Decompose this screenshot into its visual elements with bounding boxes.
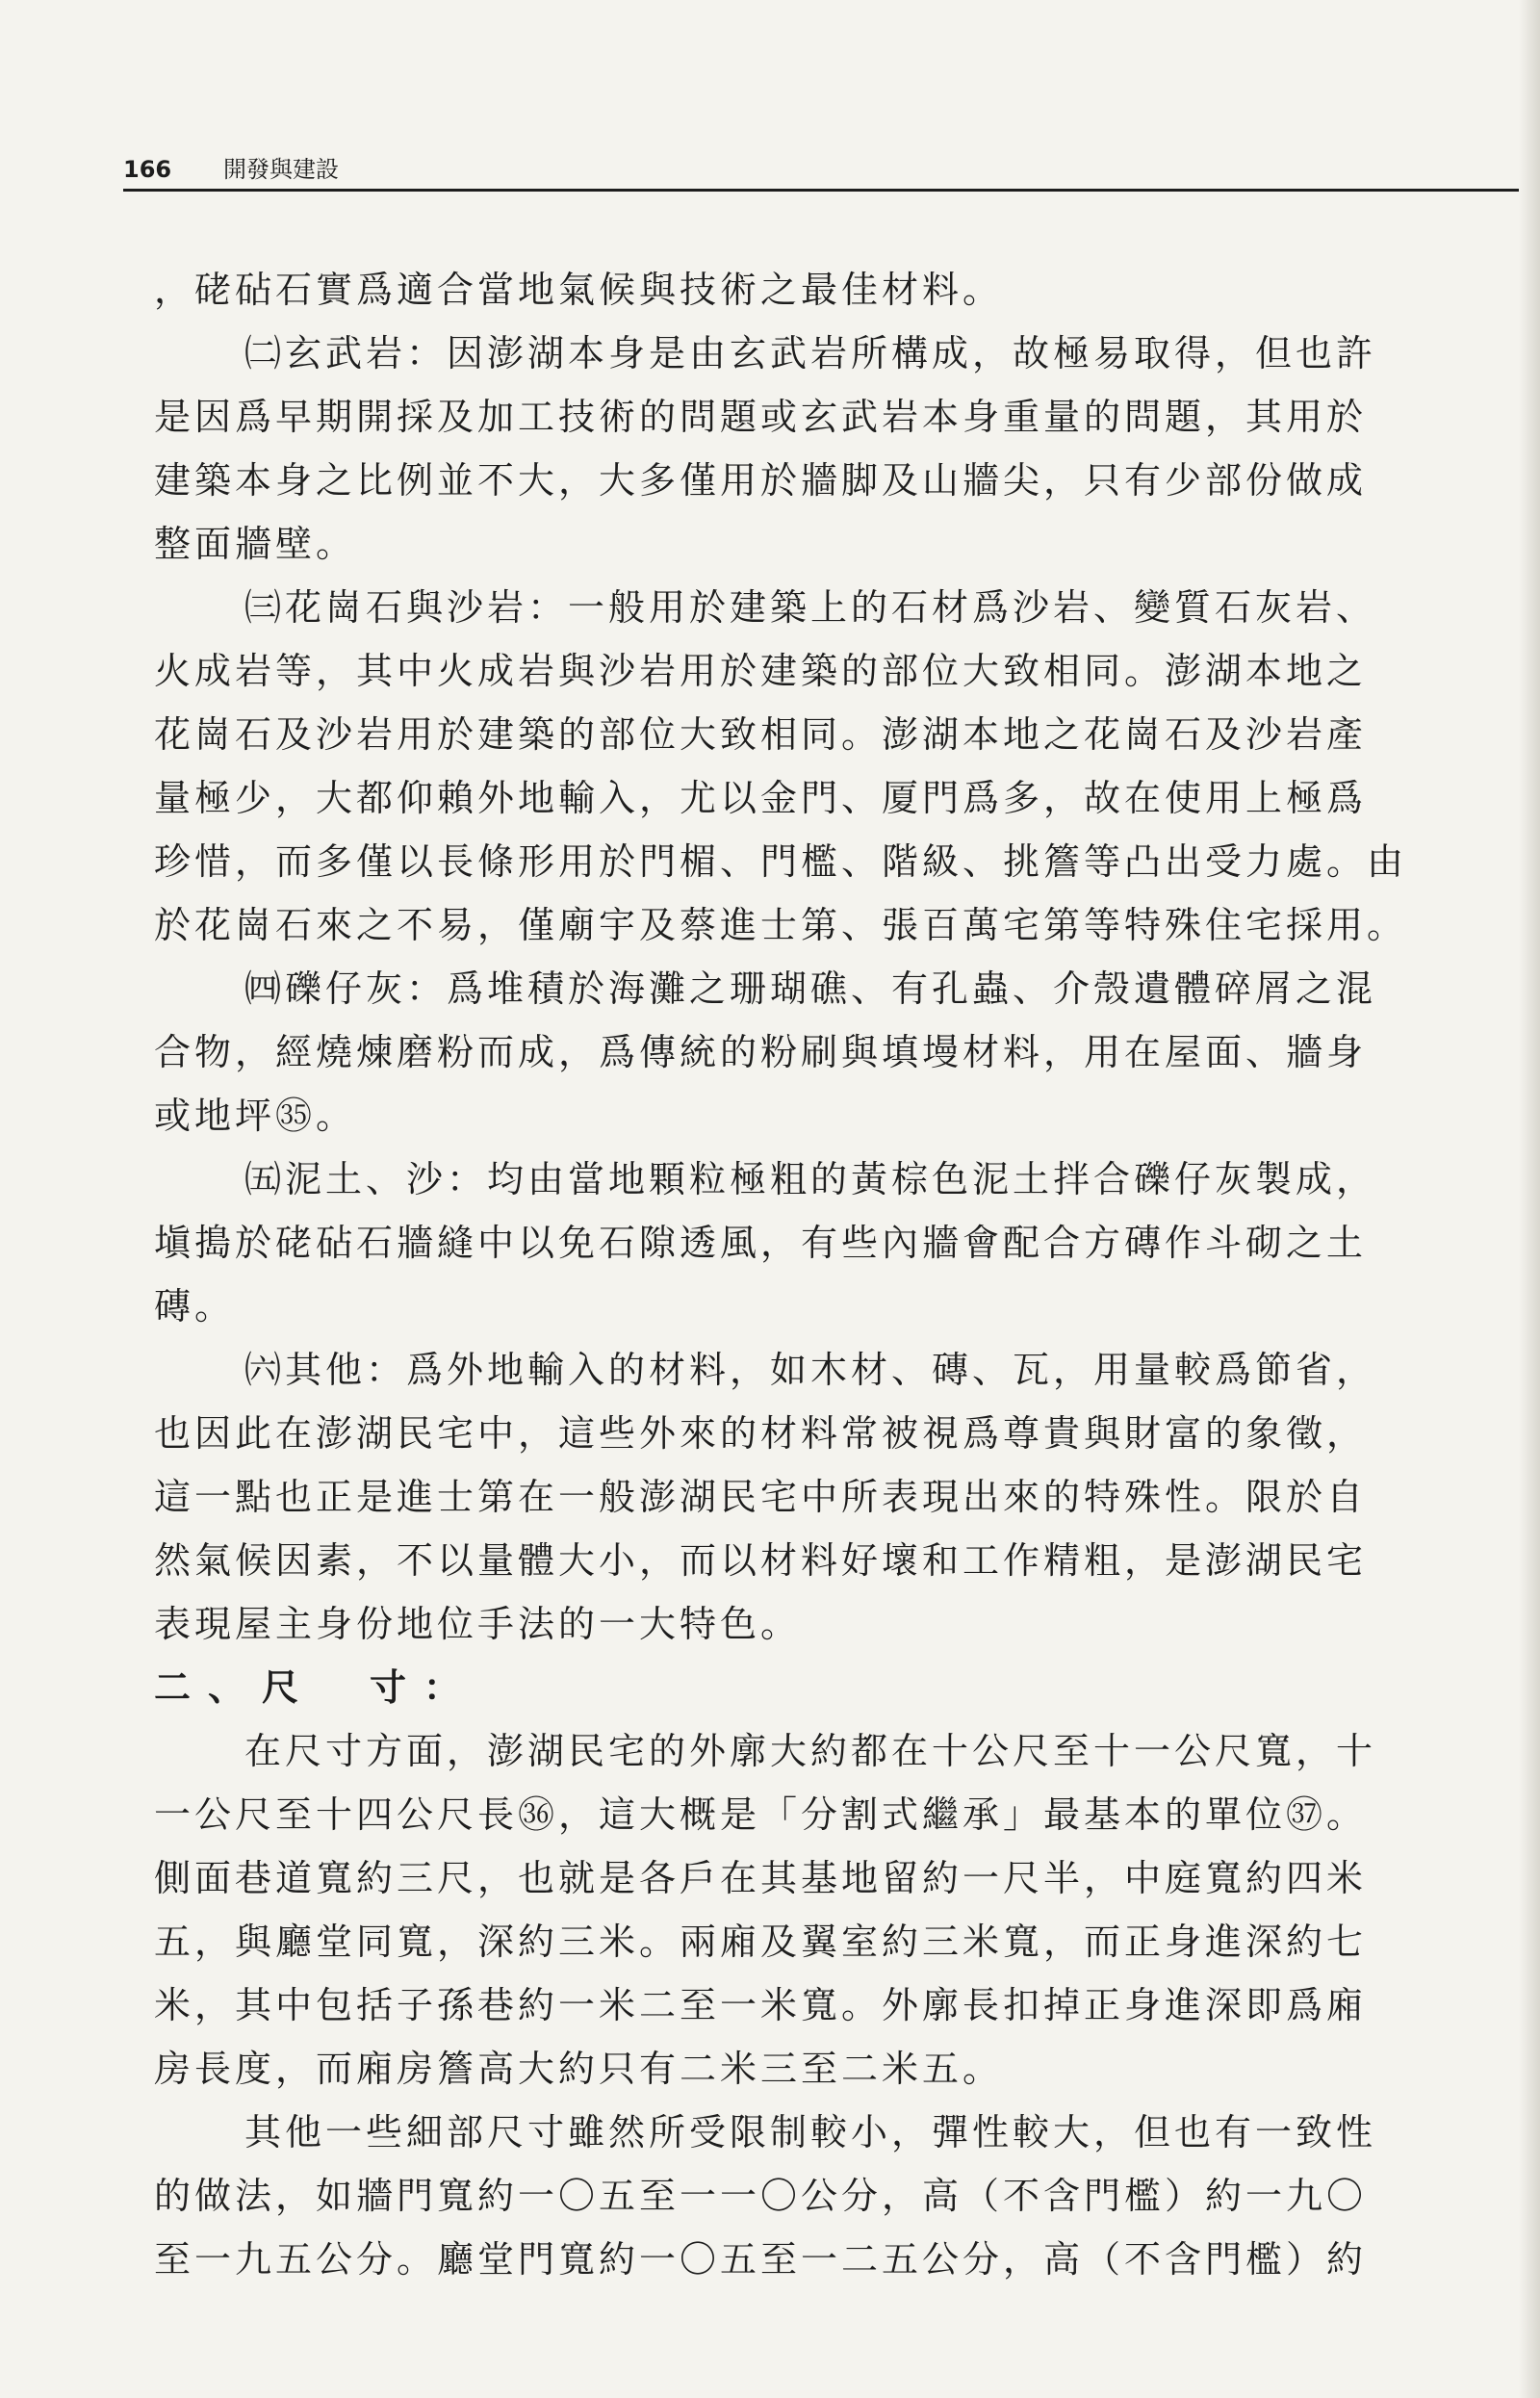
text-line: 這一點也正是進士第在一般澎湖民宅中所表現出來的特殊性。限於自 [154, 1476, 1368, 1518]
text-line: 在尺寸方面，澎湖民宅的外廓大約都在十公尺至十一公尺寬，十 [244, 1730, 1377, 1772]
text-line: 珍惜，而多僅以長條形用於門楣、門檻、階級、挑簷等凸出受力處。由 [154, 840, 1408, 883]
text-line: ㈢花崗石與沙岩：一般用於建築上的石材爲沙岩、變質石灰岩、 [244, 586, 1377, 629]
section-heading: 二、尺 寸： [154, 1666, 478, 1709]
book-title: 開發與建設 [223, 156, 339, 183]
text-line: 至一九五公分。廳堂門寬約一〇五至一二五公分，高（不含門檻）約 [154, 2238, 1368, 2281]
text-line: 也因此在澎湖民宅中，這些外來的材料常被視爲尊貴與財富的象徵， [154, 1412, 1368, 1455]
header-rule [123, 189, 1519, 192]
page-number: 166 [123, 156, 172, 183]
text-line: 於花崗石來之不易，僅廟宇及蔡進士第、張百萬宅第等特殊住宅採用。 [154, 904, 1408, 946]
text-line: 一公尺至十四公尺長㊱，這大概是「分割式繼承」最基本的單位㊲。 [154, 1793, 1368, 1836]
text-line: 或地坪㉟。 [154, 1095, 357, 1137]
text-line: 火成岩等，其中火成岩與沙岩用於建築的部位大致相同。澎湖本地之 [154, 650, 1368, 692]
text-line: ㈣礫仔灰：爲堆積於海灘之珊瑚礁、有孔蟲、介殼遺體碎屑之混 [244, 967, 1377, 1010]
text-line: ㈥其他：爲外地輸入的材料，如木材、磚、瓦，用量較爲節省， [244, 1349, 1377, 1391]
text-line: ㈤泥土、沙：均由當地顆粒極粗的黃棕色泥土拌合礫仔灰製成， [244, 1158, 1377, 1200]
body-text [154, 258, 1511, 2291]
text-line: 磚。 [154, 1285, 236, 1328]
running-head [123, 152, 1509, 187]
text-line: 塡搗於硓砧石牆縫中以免石隙透風，有些內牆會配合方磚作斗砌之土 [154, 1222, 1368, 1264]
page-edge-shadow [1519, 0, 1540, 2398]
text-line: 側面巷道寬約三尺，也就是各戶在其基地留約一尺半，中庭寬約四米 [154, 1857, 1368, 1899]
text-line: 房長度，而廂房簷高大約只有二米三至二米五。 [154, 2048, 1004, 2090]
text-line: 其他一些細部尺寸雖然所受限制較小，彈性較大，但也有一致性 [244, 2111, 1377, 2153]
text-line: ㈡玄武岩：因澎湖本身是由玄武岩所構成，故極易取得，但也許 [244, 332, 1377, 374]
text-line: 然氣候因素，不以量體大小，而以材料好壞和工作精粗，是澎湖民宅 [154, 1539, 1368, 1582]
text-line: 建築本身之比例並不大，大多僅用於牆脚及山牆尖，只有少部份做成 [154, 459, 1368, 502]
text-line: 是因爲早期開採及加工技術的問題或玄武岩本身重量的問題，其用於 [154, 396, 1368, 438]
text-line: 量極少，大都仰賴外地輸入，尤以金門、厦門爲多，故在使用上極爲 [154, 777, 1368, 819]
text-line: 表現屋主身份地位手法的一大特色。 [154, 1603, 802, 1645]
text-line: 的做法，如牆門寬約一〇五至一一〇公分，高（不含門檻）約一九〇 [154, 2175, 1368, 2217]
text-line: 合物，經燒煉磨粉而成，爲傳統的粉刷與填墁材料，用在屋面、牆身 [154, 1031, 1368, 1073]
text-line: 花崗石及沙岩用於建築的部位大致相同。澎湖本地之花崗石及沙岩產 [154, 713, 1368, 756]
text-line: 五，與廳堂同寬，深約三米。兩廂及翼室約三米寬，而正身進深約七 [154, 1921, 1368, 1963]
text-line: 整面牆壁。 [154, 523, 357, 565]
text-line: ，硓砧石實爲適合當地氣候與技術之最佳材料。 [154, 269, 1004, 311]
text-line: 米，其中包括子孫巷約一米二至一米寬。外廓長扣掉正身進深即爲廂 [154, 1984, 1368, 2026]
